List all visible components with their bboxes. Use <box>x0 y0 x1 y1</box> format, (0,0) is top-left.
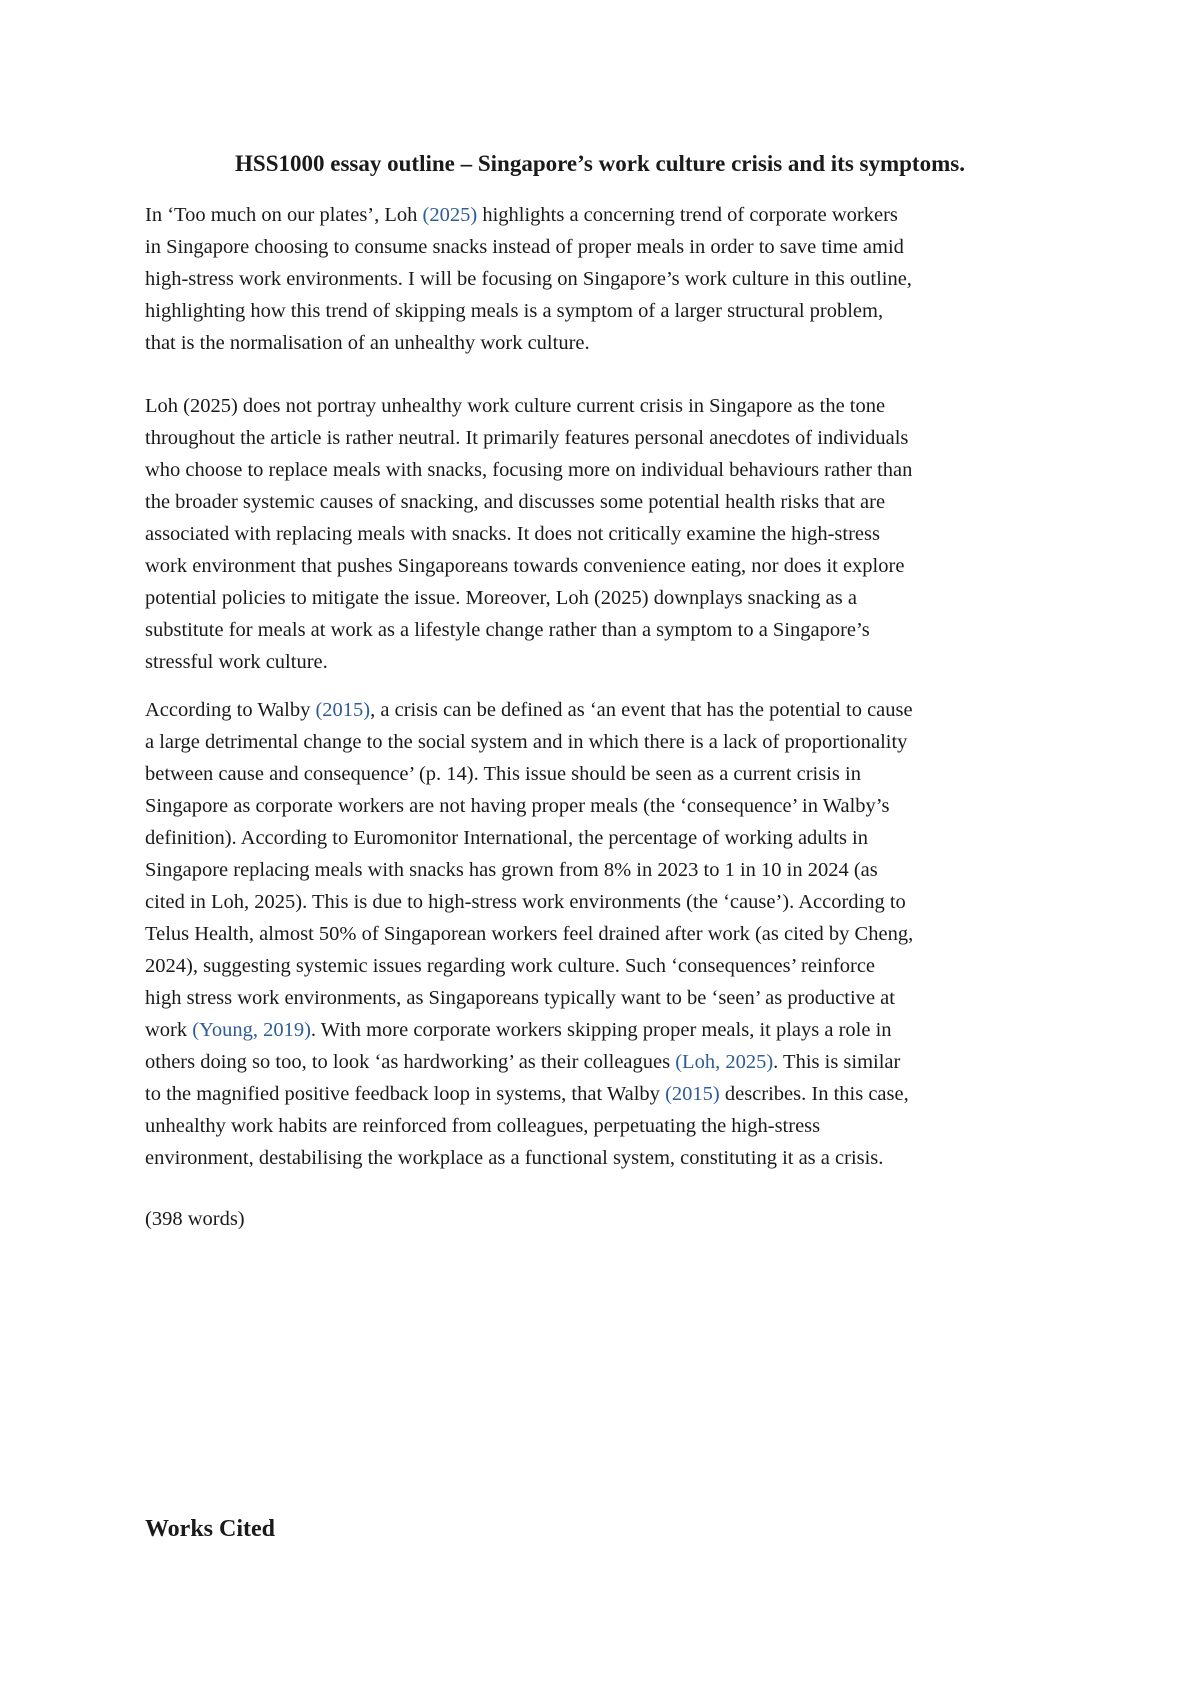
paragraph-line: Telus Health, almost 50% of Singaporean workers feel drained after work (as cited by Cheng, <box>145 923 914 945</box>
text-run: describes. In this case, <box>719 1083 909 1105</box>
paragraph-line: associated with replacing meals with snacks. It does not critically examine the high-stress <box>145 523 880 545</box>
paragraph-line: high-stress work environments. I will be focusing on Singapore’s work culture in this outline, <box>145 268 912 290</box>
paragraph-line: between cause and consequence’ (p. 14). This issue should be seen as a current crisis in <box>145 763 861 785</box>
paragraph-line <box>145 1078 1065 1110</box>
paragraph-line: high stress work environments, as Singaporeans typically want to be ‘seen’ as productive at <box>145 987 895 1009</box>
paragraph-article-critique <box>145 390 1065 678</box>
essay-title: HSS1000 essay outline – Singapore’s work culture crisis and its symptoms. <box>235 151 965 176</box>
paragraph-line: environment, destabilising the workplace as a functional system, constituting it as a crisis. <box>145 1147 884 1169</box>
paragraph-line: Singapore replacing meals with snacks has grown from 8% in 2023 to 1 in 10 in 2024 (as <box>145 859 878 881</box>
word-count: (398 words) <box>145 1208 245 1230</box>
citation-link[interactable]: (2025) <box>422 204 478 226</box>
text-run: According to Walby <box>145 699 316 721</box>
text-run: highlights a concerning trend of corporate workers <box>477 204 898 226</box>
paragraph-line: that is the normalisation of an unhealthy work culture. <box>145 332 590 354</box>
citation-link[interactable]: (2015) <box>315 699 371 721</box>
paragraph-line: work environment that pushes Singaporeans towards convenience eating, nor does it explore <box>145 555 905 577</box>
text-run: . With more corporate workers skipping proper meals, it plays a role in <box>310 1019 892 1041</box>
text-run: others doing so too, to look ‘as hardworking’ as their colleagues <box>145 1051 676 1073</box>
citation-link[interactable]: (2015) <box>665 1083 720 1105</box>
paragraph-introduction <box>145 199 1065 359</box>
text-run: , a crisis can be defined as ‘an event that has the potential to cause <box>370 699 913 721</box>
paragraph-line <box>145 694 1065 726</box>
paragraph-line: potential policies to mitigate the issue. Moreover, Loh (2025) downplays snacking as a <box>145 587 857 609</box>
text-run: to the magnified positive feedback loop in systems, that Walby <box>145 1083 666 1105</box>
paragraph-line: a large detrimental change to the social system and in which there is a lack of proportionality <box>145 731 908 753</box>
paragraph-line <box>145 1046 1065 1078</box>
paragraph-crisis-definition <box>145 694 1065 1174</box>
paragraph-line: Singapore as corporate workers are not having proper meals (the ‘consequence’ in Walby’s <box>145 795 890 817</box>
paragraph-line: Loh (2025) does not portray unhealthy work culture current crisis in Singapore as the tone <box>145 395 886 417</box>
citation-link[interactable]: (Young, 2019) <box>192 1019 311 1041</box>
paragraph-line: 2024), suggesting systemic issues regarding work culture. Such ‘consequences’ reinforce <box>145 955 876 977</box>
paragraph-line: unhealthy work habits are reinforced from colleagues, perpetuating the high-stress <box>145 1115 821 1137</box>
paragraph-line: the broader systemic causes of snacking, and discusses some potential health risks that are <box>145 491 886 513</box>
paragraph-line: who choose to replace meals with snacks, focusing more on individual behaviours rather than <box>145 459 913 481</box>
paragraph-line: in Singapore choosing to consume snacks instead of proper meals in order to save time amid <box>145 236 904 258</box>
paragraph-line <box>145 1014 1065 1046</box>
text-run: . This is similar <box>773 1051 901 1073</box>
paragraph-line <box>145 199 1065 231</box>
paragraph-line: cited in Loh, 2025). This is due to high-stress work environments (the ‘cause’). According to <box>145 891 906 913</box>
works-cited-heading: Works Cited <box>145 1516 276 1542</box>
citation-link[interactable]: (Loh, 2025) <box>675 1051 774 1073</box>
paragraph-line: substitute for meals at work as a lifestyle change rather than a symptom to a Singapore’s <box>145 619 870 641</box>
text-run: work <box>145 1019 193 1041</box>
text-run: In ‘Too much on our plates’, Loh <box>145 204 423 226</box>
paragraph-line: definition). According to Euromonitor International, the percentage of working adults in <box>145 827 868 849</box>
paragraph-line: highlighting how this trend of skipping meals is a symptom of a larger structural problem, <box>145 300 884 322</box>
paragraph-line: stressful work culture. <box>145 651 328 673</box>
paragraph-line: throughout the article is rather neutral. It primarily features personal anecdotes of individuals <box>145 427 909 449</box>
